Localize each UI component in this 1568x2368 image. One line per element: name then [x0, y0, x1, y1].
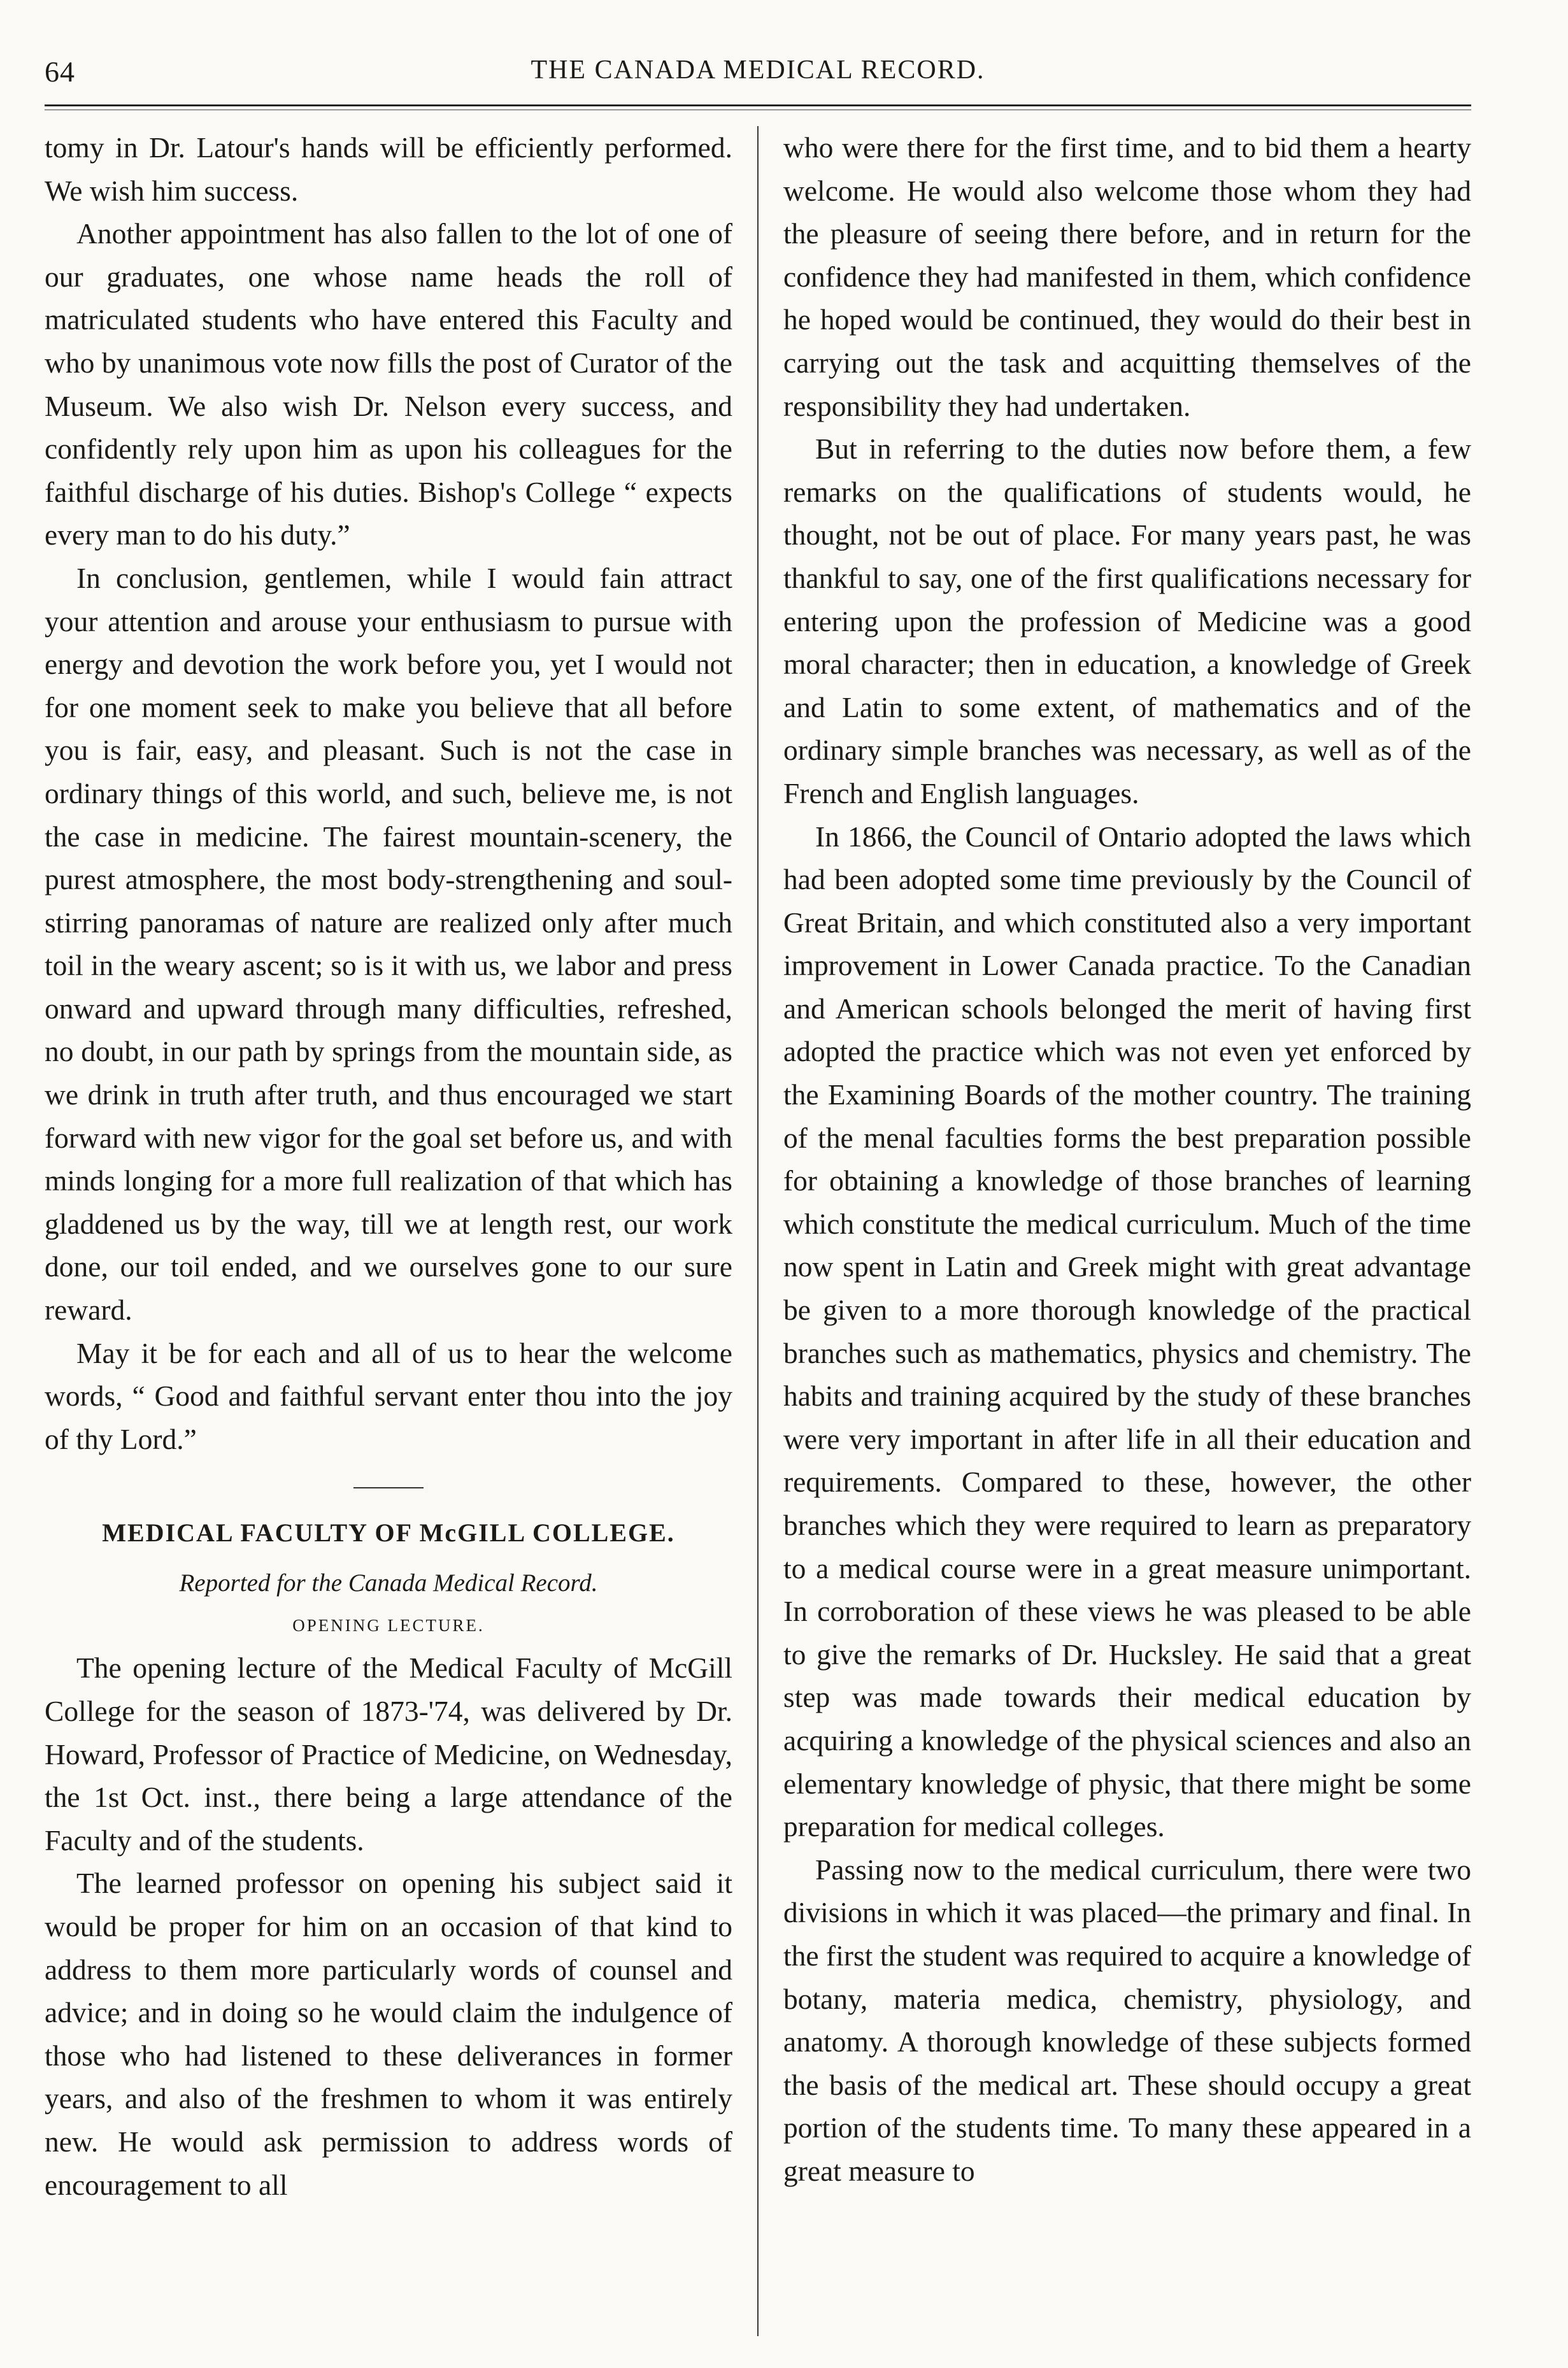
- section-subheading: Reported for the Canada Medical Record.: [179, 1569, 598, 1597]
- paragraph: In conclusion, gentlemen, while I would fain attract your attention and arouse your enthusiasm to pursue with energy and devotion the work before you, yet I would not for one moment seek to make you believe that all before you is fair, easy, and pleasant. Such is not the case in ordinary things of this world, and such, believe me, is not the case in medicine. The fairest mountain-scenery, the purest atmosphere, the most body-strengthening and soul-stirring panoramas of nature are realized only after much toil in the weary ascent; so is it with us, we labor and press onward and upward through many difficulties, refreshed, no doubt, in our path by springs from the mountain side, as we drink in truth after truth, and thus encouraged we start forward with new vigor for the goal set before us, and with minds longing for a more full realization of that which has gladdened us by the way, till we at length rest, our work done, our toil ended, and we ourselves gone to our sure reward.: [45, 561, 732, 1327]
- paragraph: The learned professor on opening his subject said it would be proper for him on an occasion of that kind to address to them more particularly words of counsel and advice; and in doing so he would claim the indulgence of those who had listened to these deliverances in former years, and also of the freshmen to whom it was entirely new. He would ask permission to address words of encouragement to all: [45, 1867, 732, 2201]
- running-head: [45, 51, 1471, 108]
- header-rule: [45, 104, 1471, 110]
- left-column: [45, 126, 732, 2336]
- page-number: 64: [45, 55, 75, 88]
- paragraph: Passing now to the medical curriculum, there were two divisions in which it was placed—the primary and final. In the first the student was required to acquire a knowledge of botany, materia medica, chemistry, physiology, and anatomy. A thorough knowledge of these subjects formed the basis of the medical art. These should occupy a great portion of the students time. To many these appeared in a great measure to: [783, 1853, 1471, 2187]
- column-divider: [757, 126, 759, 2336]
- section-divider: [353, 1487, 424, 1488]
- paragraph: who were there for the first time, and to bid them a hearty welcome. He would also welcome those whom they had the pleasure of seeing there before, and in return for the confidence they had manifested in them, which confidence he hoped would be continued, they would do their best in carrying out the task and acquitting themselves of the responsibility they had undertaken.: [783, 131, 1471, 422]
- paragraph: May it be for each and all of us to hear the welcome words, “ Good and faithful servant enter thou into the joy of thy Lord.”: [45, 1336, 732, 1455]
- text-columns: [45, 126, 1471, 2336]
- paragraph: In 1866, the Council of Ontario adopted the laws which had been adopted some time previously by the Council of Great Britain, and which constituted also a very important improvement in Lower Canada practice. To the Canadian and American schools belonged the merit of having first adopted the practice which was not even yet enforced by the Examining Boards of the mother country. The training of the menal faculties forms the best preparation possible for obtaining a knowledge of those branches of learning which constitute the medical curriculum. Much of the time now spent in Latin and Greek might with great advantage be given to a more thorough knowledge of the practical branches such as mathematics, physics and chemistry. The habits and training acquired by the study of these branches were very important in after life in all their education and requirements. Compared to these, however, the other branches which they were required to learn as preparatory to a medical course were in a great measure unimportant. In corroboration of these views he was pleased to be able to give the remarks of Dr. Hucksley. He said that a great step was made towards their medical education by acquiring a knowledge of the physical sciences and also an elementary knowledge of physic, that there might be some preparation for medical colleges.: [783, 820, 1471, 1843]
- paragraph: The opening lecture of the Medical Faculty of McGill College for the season of 1873-'74, was delivered by Dr. Howard, Professor of Practice of Medicine, on Wednesday, the 1st Oct. inst., there being a large attendance of the Faculty and of the students.: [45, 1651, 732, 1857]
- paragraph: Another appointment has also fallen to the lot of one of our graduates, one whose name heads the roll of matriculated students who have entered this Faculty and who by unanimous vote now fills the post of Curator of the Museum. We also wish Dr. Nelson every success, and confidently rely upon him as upon his colleagues for the faithful discharge of his duties. Bishop's College “ expects every man to do his duty.”: [45, 217, 732, 552]
- paragraph: But in referring to the duties now before them, a few remarks on the qualifications of students would, he thought, not be out of place. For many years past, he was thankful to say, one of the first qualifications necessary for entering upon the profession of Medicine was a good moral character; then in education, a knowledge of Greek and Latin to some extent, of mathematics and of the ordinary simple branches was necessary, as well as of the French and English languages.: [783, 432, 1471, 810]
- journal-title: THE CANADA MEDICAL RECORD.: [531, 55, 985, 85]
- section-heading: MEDICAL FACULTY OF McGILL COLLEGE.: [102, 1518, 675, 1548]
- right-column: [783, 126, 1471, 2336]
- paragraph: tomy in Dr. Latour's hands will be efficiently performed. We wish him success.: [45, 131, 732, 207]
- document-page: [45, 51, 1471, 2337]
- section-caption: OPENING LECTURE.: [292, 1616, 485, 1636]
